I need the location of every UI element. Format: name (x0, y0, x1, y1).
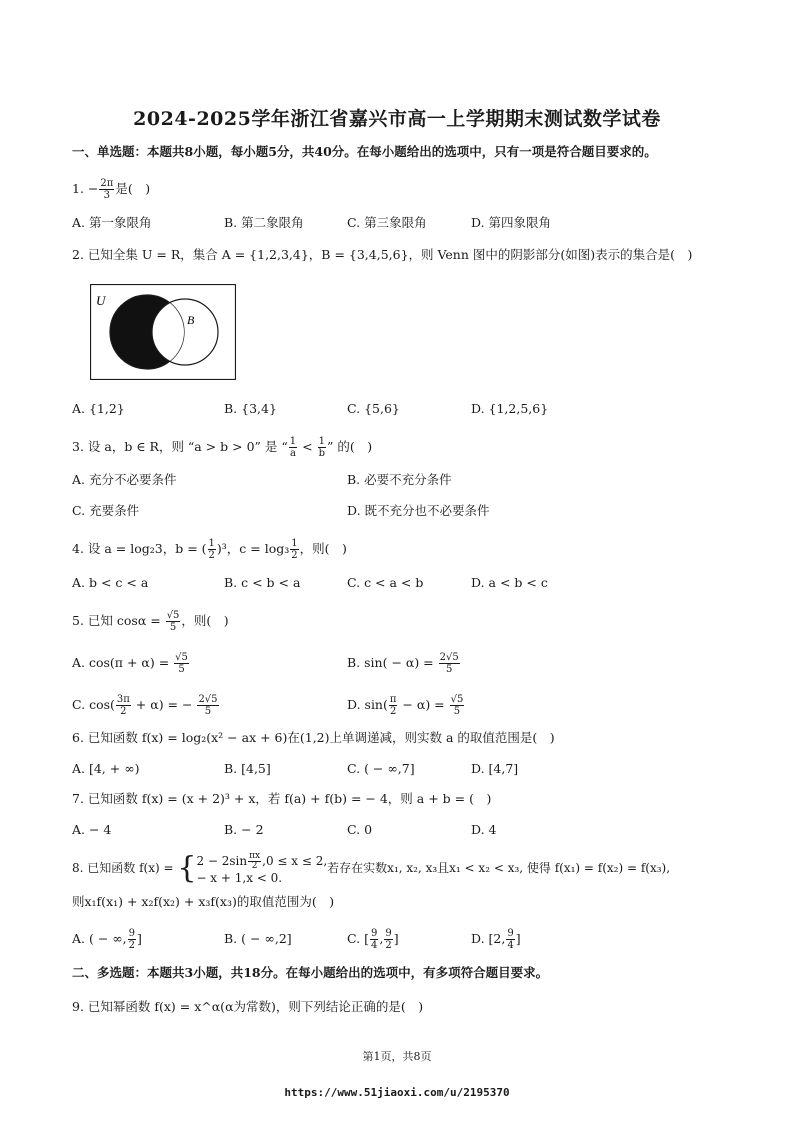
question-4 (72, 538, 347, 561)
venn-svg (90, 284, 236, 380)
venn-label-u: U (96, 293, 106, 308)
q8-option-b: B. ( − ∞,2] (224, 931, 292, 946)
piecewise-brace: { (177, 850, 197, 886)
q1-option-b: B. 第二象限角 (224, 215, 304, 230)
question-1 (72, 178, 150, 201)
q5-fraction: $\frac{√5}{5}$ (166, 610, 180, 633)
q6-option-d: D. [4,7] (471, 761, 519, 776)
section-1-heading: 一、单选题：本题共8小题，每小题5分，共40分。在每小题给出的选项中，只有一项是符合题目要求的。 (72, 144, 657, 159)
q3-fraction-1: $\frac{1}{a}$ (289, 436, 297, 459)
q4-fraction-2: $\frac{1}{2}$ (291, 538, 298, 561)
question-6: 6. 已知函数 f(x) = log₂(x² − ax + 6)在(1,2)上单调递减，则实数 a 的取值范围是( ) (72, 730, 555, 745)
q2-option-c: C. {5,6} (347, 401, 400, 416)
q3-less-than: < (298, 439, 317, 454)
q2-option-a: A. {1,2} (72, 401, 125, 416)
q4-fraction-1: $\frac{1}{2}$ (208, 538, 215, 561)
q3-option-d: D. 既不充分也不必要条件 (347, 503, 490, 518)
q3-suffix: ” 的( ) (326, 439, 373, 454)
q5-option-b: B. sin( − α) = $\frac{2√5}{5}$ (347, 652, 459, 675)
q5-option-a: A. cos(π + α) = $\frac{√5}{5}$ (72, 652, 188, 675)
q4-option-c: C. c < a < b (347, 575, 424, 590)
q3-fraction-2: $\frac{1}{b}$ (318, 436, 325, 459)
q8-suffix: 若存在实数x₁, x₂, x₃且x₁ < x₂ < x₃, 使得 f(x₁) = f(x₂) = f(x₃), (327, 861, 671, 875)
q5-prefix: 5. 已知 cosα = (72, 613, 165, 628)
question-3 (72, 436, 372, 459)
q5-option-d: D. sin( $\frac{\pi}{2}$ − α) = $\frac{√5}{5}$ (347, 694, 464, 717)
q5-suffix: ，则( ) (181, 613, 229, 628)
question-2: 2. 已知全集 U = R，集合 A = {1,2,3,4}，B = {3,4,5,6}，则 Venn 图中的阴影部分(如图)表示的集合是( ) (72, 247, 693, 262)
q1-option-a: A. 第一象限角 (72, 215, 152, 230)
q7-option-d: D. 4 (471, 822, 497, 837)
q4-prefix: 4. 设 a = log₂3，b = ( (72, 541, 207, 556)
q6-option-c: C. ( − ∞,7] (347, 761, 415, 776)
q8-option-a: A. ( − ∞, $\frac{9}{2}$ ] (72, 928, 142, 951)
q2-option-b: B. {3,4} (224, 401, 277, 416)
question-8-line-2: 则x₁f(x₁) + x₂f(x₂) + x₃f(x₃)的取值范围为( ) (72, 894, 335, 909)
page-title: 2024-2025学年浙江省嘉兴市高一上学期期末测试数学试卷 (133, 108, 661, 130)
q1-option-d: D. 第四象限角 (471, 215, 552, 230)
q3-option-b: B. 必要不充分条件 (347, 472, 452, 487)
q1-prefix: 1. − (72, 181, 99, 196)
q8-prefix: 8. 已知函数 f(x) = (72, 861, 178, 875)
question-7: 7. 已知函数 f(x) = (x + 2)³ + x，若 f(a) + f(b) = − 4，则 a + b = ( ) (72, 791, 492, 806)
q4-option-b: B. c < b < a (224, 575, 301, 590)
section-2-heading: 二、多选题：本题共3小题，共18分。在每小题给出的选项中，有多项符合题目要求。 (72, 965, 549, 980)
q3-option-a: A. 充分不必要条件 (72, 472, 177, 487)
q1-suffix: 是( ) (115, 181, 151, 196)
q4-option-a: A. b < c < a (72, 575, 149, 590)
venn-diagram (90, 284, 236, 380)
watermark-url: https://www.51jiaoxi.com/u/2195370 (284, 1086, 510, 1099)
piecewise-case-1: 2 − 2sin $\frac{\pi x}{2}$ ,0 ≤ x ≤ 2, (196, 851, 328, 871)
q6-option-a: A. [4, + ∞) (72, 761, 140, 776)
piecewise-cases (196, 852, 327, 885)
q7-option-a: A. − 4 (72, 822, 112, 837)
venn-label-b: B (187, 313, 195, 327)
q7-option-b: B. − 2 (224, 822, 264, 837)
q4-middle: )³，c = log₃ (216, 541, 290, 556)
question-9: 9. 已知幂函数 f(x) = x^α(α为常数)，则下列结论正确的是( ) (72, 999, 424, 1014)
q4-suffix: ，则( ) (299, 541, 347, 556)
q6-option-b: B. [4,5] (224, 761, 271, 776)
question-8 (72, 850, 670, 886)
q5-option-c: C. cos( $\frac{3\pi}{2}$ + α) = − $\frac{2√5}{5}$ (72, 694, 218, 717)
q3-prefix: 3. 设 a，b ∈ R，则 “a > b > 0” 是 “ (72, 439, 288, 454)
q4-option-d: D. a < b < c (471, 575, 548, 590)
question-5 (72, 610, 229, 633)
q3-option-c: C. 充要条件 (72, 503, 140, 518)
q2-option-d: D. {1,2,5,6} (471, 401, 549, 416)
q1-option-c: C. 第三象限角 (347, 215, 427, 230)
q7-option-c: C. 0 (347, 822, 373, 837)
page-number: 第1页，共8页 (362, 1050, 432, 1063)
q1-fraction: $\frac{2\pi}{3}$ (100, 178, 114, 201)
q8-option-d: D. [2, $\frac{9}{4}$ ] (471, 928, 521, 951)
q8-option-c: C. [ $\frac{9}{4}$ , $\frac{9}{2}$ ] (347, 928, 399, 951)
piecewise-case-2: − x + 1,x < 0. (196, 871, 283, 885)
